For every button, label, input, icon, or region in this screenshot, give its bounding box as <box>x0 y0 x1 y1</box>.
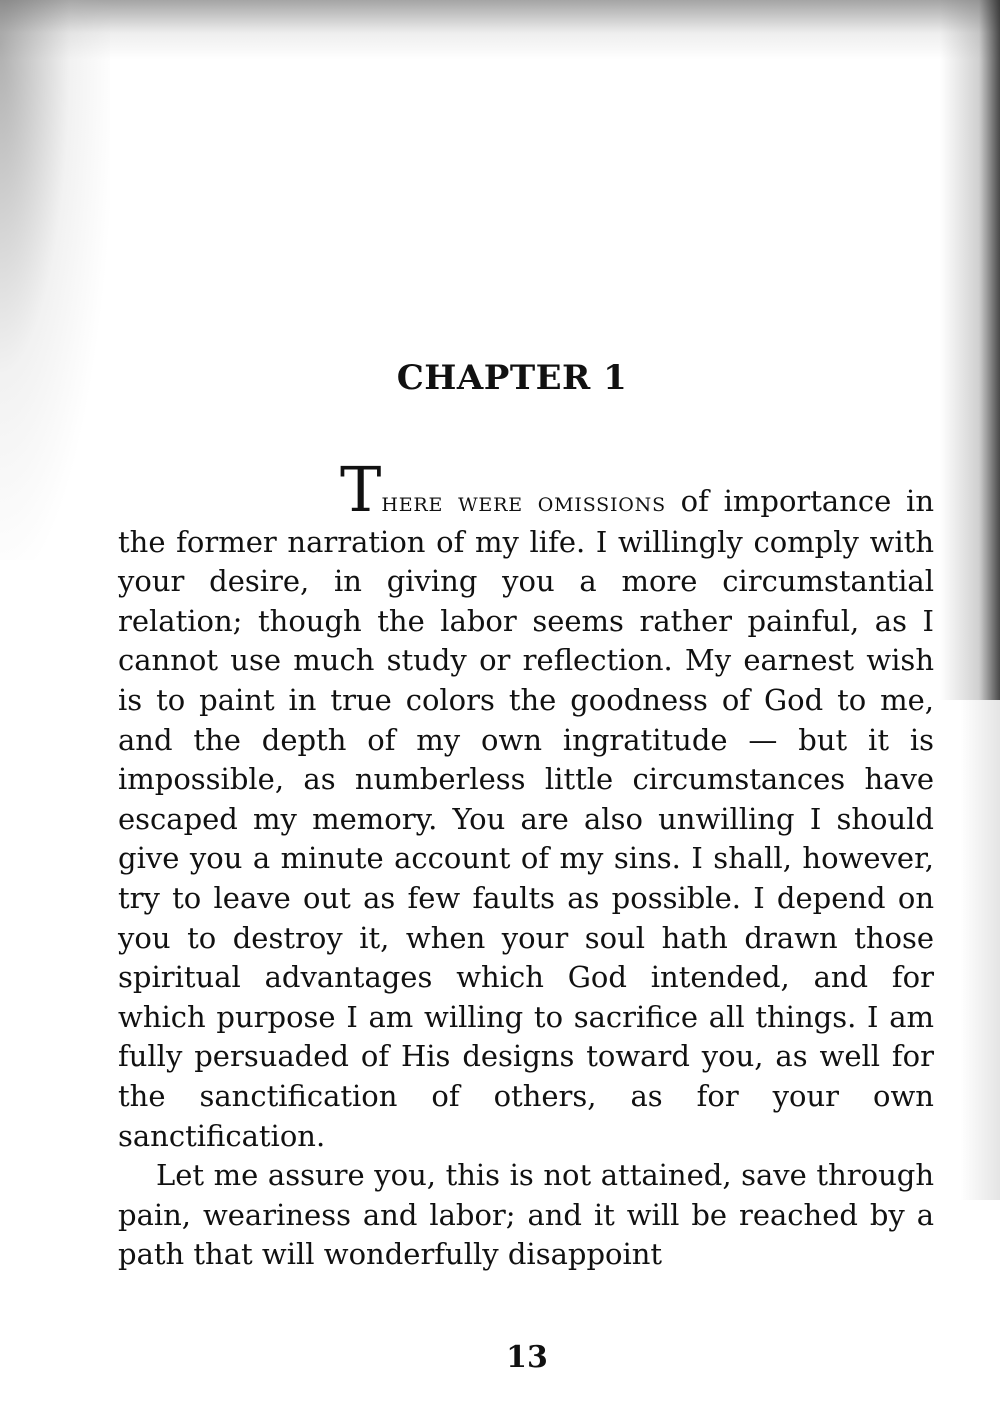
scan-artifact-right <box>940 0 1000 700</box>
opening-smallcaps: here were omissions <box>381 487 666 518</box>
chapter-heading: CHAPTER 1 <box>396 358 628 398</box>
paragraph-1 <box>118 453 935 1156</box>
scan-artifact-top <box>0 0 1000 60</box>
paragraph-2: Let me assure you, this is not attained, save through pain, weariness and labor; and it will be reached by a path that will wonderfully disappoint <box>118 1158 934 1272</box>
drop-cap: T <box>340 453 382 526</box>
paragraph-1-text: of importance in the former narration of my life. I willingly comply with your desire, in giving you a more circumstantial relation; though the labor seems rather painful, as I cannot use much study or reflection. My earnest wish is to paint in true colors the goodness of God to me, and the depth of my own ingratitude — but it is impossible, as numberless little circumstances have escaped my memory. You are also unwilling I should give you a minute account of my sins. I shall, however, try to leave out as few faults as possible. I depend on you to destroy it, when your soul hath drawn those spiritual advantages which God intended, and for which purpose I am willing to sacrifice all things. I am fully persuaded of His designs toward you, as well for the sanctification of others, as for your own sanctification. <box>118 484 935 1153</box>
page-number: 13 <box>506 1340 548 1375</box>
scan-artifact-right-lower <box>960 700 1000 1200</box>
body-text <box>118 453 935 1275</box>
scan-artifact-left <box>0 0 110 560</box>
